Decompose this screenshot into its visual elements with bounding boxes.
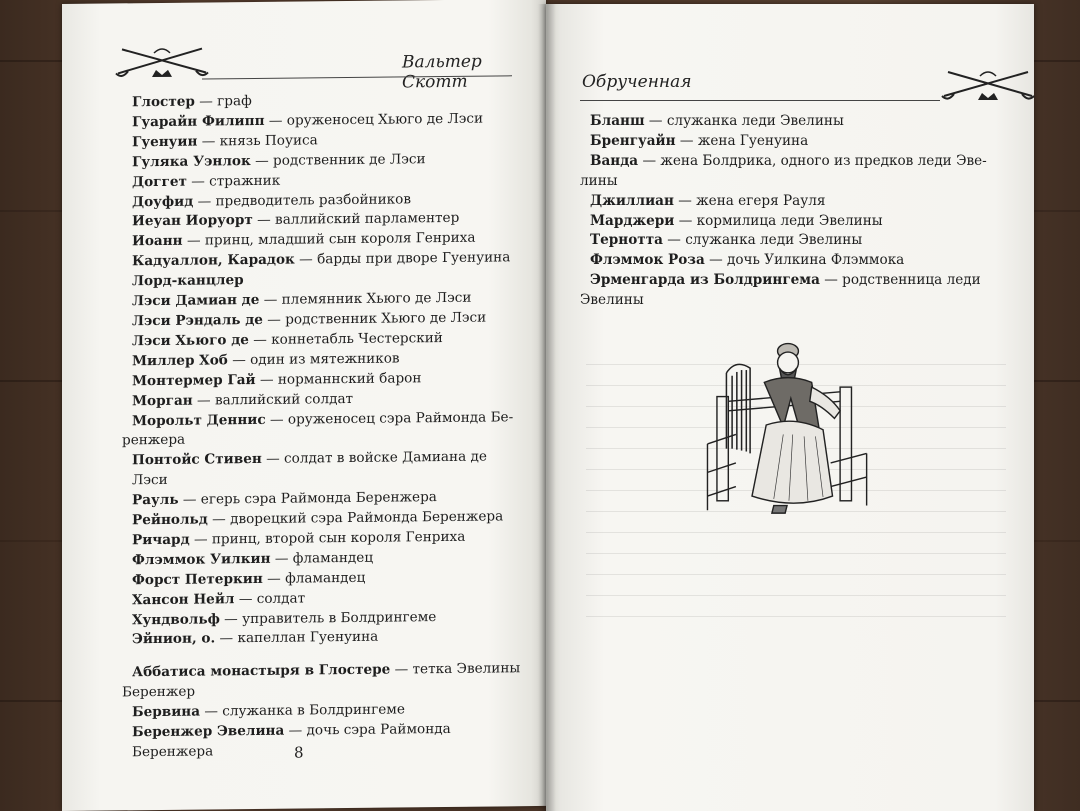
character-name: Тернотта (590, 232, 663, 249)
character-entry (580, 132, 1000, 152)
character-description-continued: Эвелины (580, 292, 644, 309)
character-name: Бервина (132, 703, 201, 721)
character-description: — норманнский барон (255, 369, 422, 388)
crossed-swords-crown-ornament (114, 42, 210, 87)
character-entry (580, 192, 1000, 212)
character-description: — дворецкий сэра Раймонда Беренжера (207, 508, 504, 528)
character-description: — кормилица леди Эвелины (674, 212, 883, 229)
left-page (62, 0, 546, 811)
character-entry (122, 447, 522, 491)
character-entry (580, 112, 1000, 132)
crossed-swords-crown-ornament (940, 66, 1036, 110)
character-name: Лорд-канцлер (132, 272, 244, 290)
character-name: Монтермер Гай (132, 371, 256, 389)
character-entry (122, 109, 522, 133)
right-character-list (580, 112, 1000, 311)
character-description: — князь Поуиса (197, 132, 318, 150)
character-name: Хундвольф (132, 610, 220, 628)
character-name: Лэси Дамиан де (132, 291, 260, 310)
character-description: — тетка Эвелины (390, 660, 521, 678)
character-description-continued: ренжера (122, 432, 186, 449)
character-description: — принц, младший сын короля Генриха (182, 230, 476, 250)
character-entry (580, 251, 1000, 271)
character-name: Доуфид (132, 193, 194, 210)
character-entry (580, 152, 1000, 172)
character-description: — оруженосец сэра Раймонда Бе- (265, 408, 514, 428)
character-name: Лэси Хьюго де (132, 331, 249, 350)
book-spine (538, 4, 556, 811)
character-name: Бренгуайн (590, 132, 676, 149)
character-entry (122, 308, 522, 332)
left-page-number: 8 (294, 743, 304, 762)
character-description: — фламандец (270, 549, 374, 567)
character-description: — дочь Уилкина Флэммока (704, 252, 905, 269)
character-name: Понтойс Стивен (132, 451, 262, 469)
character-description: — солдат (234, 590, 306, 607)
character-name: Флэммок Уилкин (132, 550, 271, 569)
character-description-continued: лины (580, 172, 618, 189)
character-description: — родственница леди (819, 272, 981, 289)
character-description: — егерь сэра Раймонда Беренжера (178, 489, 437, 508)
open-book (62, 4, 1034, 811)
character-description: — солдат в войске Дамиана де Лэси (132, 448, 487, 489)
character-name: Миллер Хоб (132, 352, 228, 370)
character-name: Иоанн (132, 233, 183, 250)
character-name: Лэси Рэндаль де (132, 311, 263, 330)
character-name: Иеуан Иоруорт (132, 212, 253, 230)
character-name: Эйнион, о. (132, 630, 216, 648)
character-description: — граф (194, 93, 252, 110)
character-description: — жена Болдрика, одного из предков леди Эве- (638, 152, 987, 169)
character-description: — коннетабль Честерский (248, 329, 443, 348)
character-description: — барды при дворе Гуенуина (294, 249, 511, 268)
character-description: — фламандец (262, 569, 366, 587)
character-entry (122, 719, 522, 763)
character-name: Гуляка Уэнлок (132, 152, 251, 170)
character-description: — валлийский солдат (192, 390, 354, 409)
character-description: — служанка леди Эвелины (662, 232, 863, 249)
character-name: Ванда (590, 152, 639, 169)
character-name: Кадуаллон, Карадок (132, 251, 295, 270)
right-page-header: Обрученная (582, 72, 692, 92)
character-name: Глостер (132, 93, 195, 111)
character-description: — служанка леди Эвелины (644, 113, 844, 129)
character-description: — один из мятежников (227, 350, 400, 369)
character-description: — принц, второй сын короля Генриха (189, 528, 466, 548)
character-description: — родственник Хьюго де Лэси (262, 309, 487, 328)
character-description: — стражник (186, 172, 281, 190)
character-name: Ричард (132, 531, 190, 549)
character-description: — валлийский парламентер (252, 210, 460, 229)
character-description: — дочь сэра Раймонда Беренжера (132, 721, 451, 761)
character-name: Гуенуин (132, 133, 198, 151)
character-description-continued: Беренжер (122, 683, 196, 701)
bard-with-harp-illustration (698, 330, 878, 520)
character-name: Джиллиан (590, 192, 674, 209)
left-page-header: Вальтер Скотт (402, 51, 482, 93)
character-description: — служанка в Болдрингеме (200, 701, 405, 720)
character-name: Морган (132, 392, 193, 409)
character-name: Гуарайн Филипп (132, 112, 265, 131)
character-description: — родственник де Лэси (250, 150, 426, 169)
character-name: Бланш (590, 113, 645, 129)
left-character-list (122, 89, 522, 763)
character-name: Доггет (132, 173, 187, 190)
character-description: — капеллан Гуенуина (215, 629, 379, 647)
character-name: Эрменгарда из Болдрингема (590, 272, 820, 289)
character-name: Беренжер Эвелина (132, 722, 285, 741)
character-name: Аббатиса монастыря в Глостере (132, 661, 391, 681)
right-header-rule (580, 100, 940, 101)
character-name: Форст Петеркин (132, 570, 263, 589)
character-description: — жена Гуенуина (675, 132, 809, 149)
character-name: Хансон Нейл (132, 590, 235, 608)
character-entry (122, 527, 522, 551)
character-description: — предводитель разбойников (193, 190, 411, 210)
character-description: — управитель в Болдрингеме (219, 608, 437, 627)
character-description: — оруженосец Хьюго де Лэси (264, 110, 484, 129)
character-entry (580, 231, 1000, 251)
character-description: — племянник Хьюго де Лэси (259, 289, 472, 308)
character-name: Флэммок Роза (590, 252, 705, 269)
character-name: Рауль (132, 491, 179, 509)
character-description: — жена егеря Рауля (673, 192, 826, 209)
character-entry (580, 271, 1000, 291)
character-name: Марджери (590, 212, 675, 229)
character-name: Рейнольд (132, 511, 208, 529)
character-name: Морольт Деннис (132, 411, 266, 429)
character-entry (580, 212, 1000, 232)
